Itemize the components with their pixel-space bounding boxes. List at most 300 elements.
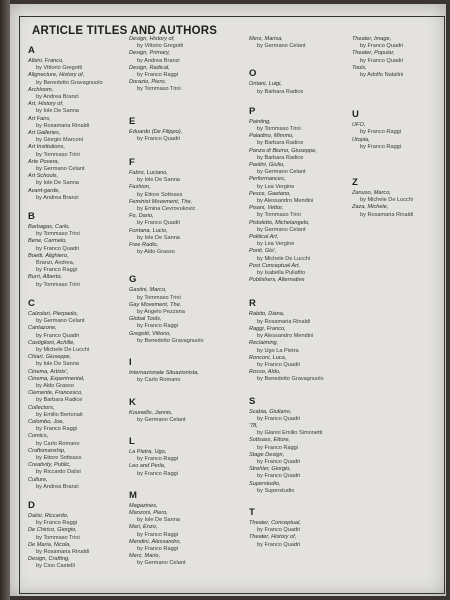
entry-title: Art Galleries,: [28, 130, 61, 137]
entry-author: by Andrea Branzi: [36, 94, 79, 101]
index-section-b: [28, 211, 124, 289]
entry-title: Allgnecture, History of,: [28, 72, 85, 79]
entry-title: Superstudio,: [249, 480, 281, 487]
section-letter: U: [352, 109, 359, 121]
entry-author: by Germano Celant: [257, 169, 306, 176]
section-letter: P: [249, 105, 256, 117]
entry-author: by Vittorio Gregotti: [137, 43, 184, 50]
entry-author: by Franco Quadri: [257, 473, 301, 480]
entry-author: by Franco Raggi: [360, 143, 402, 150]
entry-title: Paladino, Mimmo,: [249, 133, 294, 140]
index-entry: [28, 267, 124, 274]
entry-title: Paolini, Giulio,: [249, 162, 285, 169]
entry-author: by Franco Raggi: [137, 531, 179, 538]
index-entry: [28, 274, 124, 288]
entry-author: by Rosamaria Rinaldi: [257, 318, 311, 325]
entry-author: by Franco Quadri: [257, 361, 301, 368]
entry-title: Mendini, Alessandro,: [129, 538, 182, 545]
entry-title: Fo, Dario,: [129, 213, 154, 220]
column-1: [28, 45, 124, 580]
index-entry: [129, 50, 225, 64]
entry-title: Clemente, Francesco,: [28, 390, 83, 397]
entry-author: by Riccardo Dalisi: [36, 469, 81, 476]
index-entry: [249, 311, 345, 325]
index-entry: [352, 36, 448, 50]
index-entry: [352, 137, 448, 151]
entry-author: by Franco Raggi: [137, 456, 179, 463]
entry-title: Art Schools,: [28, 173, 59, 180]
entry-author: by Benedetto Gravagnuolo: [137, 337, 204, 344]
entry-title: Fabro, Luciano,: [129, 170, 168, 177]
entry-author: by Franco Raggi: [257, 444, 299, 451]
index-entry: [129, 213, 225, 227]
entry-author: by Tommaso Trini: [257, 126, 301, 133]
entry-author: by Isabella Puliafito: [257, 270, 306, 277]
entry-author: by Benedetto Gravagnuolo: [257, 376, 324, 383]
section-letter: S: [249, 395, 256, 407]
entry-title: Theater, History of,: [249, 534, 297, 541]
entry-title: Art Fairs,: [28, 115, 51, 122]
entry-title: Theater, Popular,: [352, 50, 395, 57]
entry-title: Pesce, Gaetano,: [249, 190, 291, 197]
entry-title: Publishers, Alternative: [249, 277, 305, 284]
index-section-m: [129, 490, 225, 568]
index-section-f: [129, 157, 225, 256]
index-frame: [19, 16, 445, 594]
index-entry: [129, 79, 225, 93]
index-entry: [129, 463, 225, 477]
entry-author: by Franco Quadri: [257, 541, 301, 548]
index-entry: [28, 238, 124, 252]
entry-author: by Alessandro Mendini: [257, 333, 314, 340]
index-section-u: [352, 109, 448, 151]
index-section-p: [249, 106, 345, 285]
index-section-e: [129, 116, 225, 143]
entry-author: by Barbara Radice: [36, 397, 83, 404]
index-entry: [28, 72, 124, 86]
entry-author: by Adolfo Natalini: [360, 72, 404, 79]
entry-title: Utopia,: [352, 136, 370, 143]
entry-title: Theater, Conceptual,: [249, 519, 301, 526]
entry-author: by Angelo Pezzana: [137, 309, 185, 316]
entry-author: by Tommaso Trini: [36, 534, 80, 541]
index-entry: [28, 144, 124, 158]
entry-author: by Benedetto Gravagnuolo: [36, 79, 103, 86]
entry-title: UFO,: [352, 122, 366, 129]
entry-author: by Franco Quadri: [36, 245, 80, 252]
index-section-i: [129, 357, 225, 384]
index-entry: [129, 370, 225, 384]
entry-author: by Emina Cevrovukovic: [137, 206, 196, 213]
index-entry: [352, 122, 448, 136]
index-entry: [249, 369, 345, 383]
index-entry: [249, 162, 345, 176]
entry-author: by Vittorio Gregotti: [36, 65, 83, 72]
entry-title: Zaza, Michele,: [352, 204, 389, 211]
index-columns: [28, 36, 440, 589]
entry-title: Performances,: [249, 176, 286, 183]
entry-author: by Cioo Castelli: [36, 563, 75, 570]
entry-author: by Lea Vergine: [257, 241, 295, 248]
section-letter: E: [129, 115, 136, 127]
index-page: [10, 4, 446, 596]
entry-title: Pistoletto, Michelangelo,: [249, 219, 310, 226]
index-entry: [249, 409, 345, 423]
entry-title: Ontani, Luigi,: [249, 81, 282, 88]
index-entry: [28, 477, 124, 491]
entry-title: Boetti, Alighiero,: [28, 252, 69, 259]
index-entry: [28, 116, 124, 130]
index-entry: [249, 355, 345, 369]
entry-author: by Germano Celant: [137, 416, 186, 423]
index-entry: [28, 556, 124, 570]
entry-title: Fashion,: [129, 184, 151, 191]
entry-title: Sottsass, Ettore,: [249, 437, 291, 444]
index-entry: [249, 205, 345, 219]
section-letter: O: [249, 68, 257, 80]
entry-author: by Barbara Radice: [257, 154, 304, 161]
index-entry: [28, 376, 124, 390]
page-spine-edge: [0, 0, 10, 600]
section-letter: K: [129, 396, 136, 408]
entry-title: Design, History of,: [129, 36, 175, 42]
entry-title: Internazionale Situazionista,: [129, 370, 199, 377]
entry-author: by Iole De Sanna: [36, 361, 79, 368]
index-entry: [249, 452, 345, 466]
entry-title: La Pietra, Ugo,: [129, 448, 167, 455]
index-entry: [249, 191, 345, 205]
entry-author: by Franco Quadri: [36, 332, 80, 339]
section-letter: A: [28, 45, 35, 56]
index-entry: [129, 553, 225, 567]
index-entry: [28, 405, 124, 419]
index-entry: [249, 148, 345, 162]
section-letter: M: [129, 489, 137, 501]
page-title: ARTICLE TITLES AND AUTHORS: [32, 25, 218, 37]
entry-title: Avant-garde,: [28, 187, 60, 194]
column-4: [352, 36, 448, 228]
index-entry: [28, 130, 124, 144]
index-entry: [28, 87, 124, 101]
index-entry: [28, 253, 124, 267]
entry-title: '78,: [249, 422, 258, 429]
index-entry: [249, 263, 345, 277]
entry-author: by Franco Raggi: [360, 129, 402, 136]
index-entry: [28, 354, 124, 368]
entry-title: Tools,: [352, 64, 367, 71]
entry-author: by Iole De Sanna: [137, 177, 180, 184]
column-2: [129, 36, 225, 577]
entry-title: Cantazone,: [28, 325, 57, 332]
entry-author: by Rosamaria Rinaldi: [36, 548, 90, 555]
entry-title: Scabia, Giuliano,: [249, 408, 292, 415]
index-entry: [129, 410, 225, 424]
entry-title: Rosso, Aldo,: [249, 369, 281, 376]
index-entry: [129, 503, 225, 510]
index-section-s: [249, 396, 345, 495]
entry-author: by Tommaso Trini: [36, 231, 80, 238]
index-entry: [249, 423, 345, 437]
entry-author: by Germano Celant: [36, 318, 85, 325]
entry-author: by Tommaso Trini: [36, 281, 80, 288]
entry-title: Cinema, Experimental,: [28, 375, 85, 382]
index-section-g: [129, 274, 225, 345]
index-entry: [249, 277, 345, 284]
entry-title: Theater, Image,: [352, 36, 392, 42]
index-section-l: [129, 436, 225, 478]
index-entry: [129, 228, 225, 242]
entry-author: by Lea Vergine: [257, 183, 295, 190]
index-entry: [249, 534, 345, 548]
index-entry: [28, 462, 124, 476]
entry-author: by Ettore Sottsass: [137, 191, 183, 198]
entry-title: Gay Movement, The,: [129, 301, 182, 308]
section-letter: G: [129, 274, 137, 286]
index-section-c: [28, 298, 124, 491]
entry-author: by Franco Raggi: [36, 520, 78, 527]
index-entry: [129, 65, 225, 79]
entry-title: Rabito, Diana,: [249, 311, 285, 318]
entry-author: by Iole De Sanna: [36, 108, 79, 115]
index-section-k: [129, 397, 225, 424]
entry-title: Strehler, Giorgio,: [249, 466, 291, 473]
entry-title: Design, Primary,: [129, 50, 170, 57]
entry-author: by Germano Celant: [257, 43, 306, 50]
entry-title: De Chirico, Giorgio,: [28, 527, 77, 534]
index-entry: [28, 390, 124, 404]
entry-title: Merz, Marisa,: [249, 36, 283, 42]
entry-author: by Franco Quadri: [257, 415, 301, 422]
entry-author: by Barbara Radice: [257, 88, 304, 95]
index-entry: [249, 234, 345, 248]
entry-title: Design, Crafting,: [28, 556, 70, 563]
index-entry: [249, 220, 345, 234]
section-letter: C: [28, 297, 35, 309]
entry-title: Magazines,: [129, 502, 158, 509]
index-entry: [28, 224, 124, 238]
entry-author: by Germano Celant: [137, 560, 186, 567]
entry-author: by Tommaso Trini: [257, 212, 301, 219]
index-entry: [249, 119, 345, 133]
entry-author: by Franco Quadri: [360, 43, 404, 50]
index-entry: [28, 448, 124, 462]
entry-author: by Iole De Sanna: [36, 180, 79, 187]
entry-title: Reclaiming,: [249, 340, 279, 347]
entry-title: Leo and Perla,: [129, 463, 166, 470]
entry-title: Art Institutions,: [28, 144, 65, 151]
index-entry: [129, 316, 225, 330]
entry-title: Colombo, Joe,: [28, 418, 65, 425]
entry-author: by Franco Raggi: [36, 426, 78, 433]
index-entry: [249, 36, 345, 50]
entry-author: by Ettore Sottsass: [36, 454, 82, 461]
entry-author: by Franco Quadri: [137, 135, 181, 142]
entry-author: by Carlo Romano: [36, 440, 80, 447]
index-section-continued: [129, 36, 225, 94]
section-letter: Z: [352, 177, 358, 189]
index-entry: [129, 129, 225, 143]
index-section-continued: [249, 36, 345, 50]
entry-author: by Franco Quadri: [257, 527, 301, 534]
entry-title: Dorazio, Piero,: [129, 79, 166, 86]
entry-title: Craftsmanship,: [28, 447, 66, 454]
entry-author: by Barbara Radice: [257, 140, 304, 147]
entry-author: by Andrea Branzi: [36, 194, 79, 201]
index-entry: [129, 170, 225, 184]
index-entry: [28, 433, 124, 447]
entry-author: by Michele De Lucchi: [360, 197, 414, 204]
entry-author: by Franco Quadri: [257, 458, 301, 465]
entry-title: Collectors,: [28, 404, 55, 411]
entry-title: Post Conceptual Art,: [249, 262, 301, 269]
entry-title: Castiglioni, Achille,: [28, 339, 75, 346]
section-letter: F: [129, 157, 135, 169]
section-letter: B: [28, 211, 35, 223]
entry-title: Albini, Franco,: [28, 58, 64, 64]
entry-author: Branzi, Andrea,: [36, 260, 75, 267]
entry-author: by Emilio Bertonati: [36, 411, 83, 418]
entry-title: Pisani, Vettor,: [249, 205, 284, 212]
index-entry: [129, 184, 225, 198]
index-entry: [249, 437, 345, 451]
entry-author: by Michele De Lucchi: [257, 255, 311, 262]
entry-author: by Tommaso Trini: [137, 86, 181, 93]
entry-title: Barbagas, Carlo,: [28, 224, 70, 231]
entry-author: by Aldo Grasso: [137, 249, 175, 256]
index-entry: [28, 340, 124, 354]
index-entry: [28, 542, 124, 556]
entry-title: Chiari, Giuseppe,: [28, 354, 72, 361]
index-entry: [249, 481, 345, 495]
entry-title: Manzoni, Piero,: [129, 509, 168, 516]
entry-author: by Germano Celant: [36, 166, 85, 173]
entry-author: by Rosamaria Rinaldi: [36, 122, 90, 129]
index-entry: [28, 173, 124, 187]
entry-title: Merz, Mario,: [129, 553, 161, 560]
entry-title: Gregotti, Vittorio,: [129, 330, 171, 337]
index-section-z: [352, 177, 448, 219]
entry-author: by Franco Quadri: [137, 220, 181, 227]
entry-author: by Aldo Grasso: [36, 382, 74, 389]
index-entry: [129, 242, 225, 256]
entry-author: by Franco Raggi: [137, 72, 179, 79]
entry-title: Ponti, Gio',: [249, 248, 277, 255]
entry-author: by Giorgio Marconi: [36, 137, 83, 144]
entry-title: Burri, Alberto,: [28, 274, 62, 281]
entry-author: by Superstudio: [257, 487, 295, 494]
index-section-d: [28, 500, 124, 571]
entry-title: Raggi, Franco,: [249, 325, 286, 332]
index-entry: [28, 58, 124, 72]
section-letter: T: [249, 506, 255, 518]
column-3: [249, 36, 345, 558]
entry-author: by Andrea Branzi: [137, 57, 180, 64]
entry-author: by Alessandro Mendini: [257, 198, 314, 205]
entry-author: by Iole De Sanna: [137, 234, 180, 241]
index-entry: [249, 466, 345, 480]
index-entry: [28, 527, 124, 541]
index-entry: [249, 340, 345, 354]
section-letter: I: [129, 357, 132, 369]
entry-author: by Tommaso Trini: [36, 151, 80, 158]
section-letter: D: [28, 499, 35, 511]
entry-author: by Michele De Lucchi: [36, 346, 90, 353]
index-section-a: [28, 45, 124, 202]
index-entry: [352, 204, 448, 218]
entry-author: by Germano Celant: [257, 226, 306, 233]
entry-author: by Franco Quadri: [360, 57, 404, 64]
entry-title: Political Art,: [249, 234, 279, 241]
entry-title: Comics,: [28, 433, 49, 440]
entry-title: Art, History of,: [28, 101, 64, 108]
entry-author: by Franco Raggi: [137, 545, 179, 552]
entry-title: Design, Radical,: [129, 64, 170, 71]
index-entry: [352, 65, 448, 79]
index-entry: [28, 159, 124, 173]
entry-title: Ronconi, Luca,: [249, 354, 287, 361]
entry-title: Mari, Enzo,: [129, 524, 158, 531]
index-entry: [352, 190, 448, 204]
entry-author: by Franco Raggi: [36, 267, 78, 274]
index-section-r: [249, 298, 345, 383]
index-entry: [352, 50, 448, 64]
index-entry: [28, 101, 124, 115]
index-entry: [129, 449, 225, 463]
index-entry: [249, 520, 345, 534]
index-section-o: [249, 68, 345, 95]
entry-title: Zanuso, Marco,: [352, 190, 391, 197]
index-entry: [28, 369, 124, 376]
entry-title: Culture,: [28, 476, 48, 483]
entry-title: Fontana, Lucio,: [129, 227, 168, 234]
entry-title: Creativity, Public,: [28, 462, 71, 469]
entry-title: Panza di Biumo, Giuseppe,: [249, 147, 317, 154]
index-entry: [129, 302, 225, 316]
index-entry: [129, 36, 225, 50]
entry-title: Archloom,: [28, 86, 54, 93]
index-entry: [129, 199, 225, 213]
entry-title: Dalisi, Riccardo,: [28, 512, 69, 519]
index-entry: [129, 539, 225, 553]
index-section-continued: [352, 36, 448, 79]
entry-title: Calzolari, Pierpaolo,: [28, 310, 79, 317]
index-entry: [249, 133, 345, 147]
index-entry: [129, 287, 225, 301]
entry-title: Cinema, Artists',: [28, 368, 69, 375]
index-entry: [28, 188, 124, 202]
entry-title: Feminist Movement, The,: [129, 198, 193, 205]
entry-title: Kounellis, Jannis,: [129, 409, 173, 416]
entry-title: Free Radio,: [129, 242, 159, 249]
entry-author: by Andrea Branzi: [36, 483, 79, 490]
entry-title: Bene, Carmelo,: [28, 238, 67, 245]
entry-title: Gastini, Marco,: [129, 287, 167, 294]
index-entry: [28, 513, 124, 527]
index-entry: [28, 311, 124, 325]
index-entry: [129, 524, 225, 538]
entry-author: by Tommaso Trini: [137, 294, 181, 301]
entry-author: by Gianni Emilio Simonetti: [257, 430, 323, 437]
index-entry: [249, 81, 345, 95]
entry-title: Global Tools,: [129, 316, 162, 323]
entry-title: Arte Povera,: [28, 158, 60, 165]
index-entry: [129, 510, 225, 524]
index-entry: [249, 326, 345, 340]
entry-author: by Iole De Sanna: [137, 517, 180, 524]
entry-title: De Maria, Nicola,: [28, 541, 71, 548]
section-letter: L: [129, 435, 135, 447]
entry-author: by Ugo La Pietra: [257, 347, 299, 354]
